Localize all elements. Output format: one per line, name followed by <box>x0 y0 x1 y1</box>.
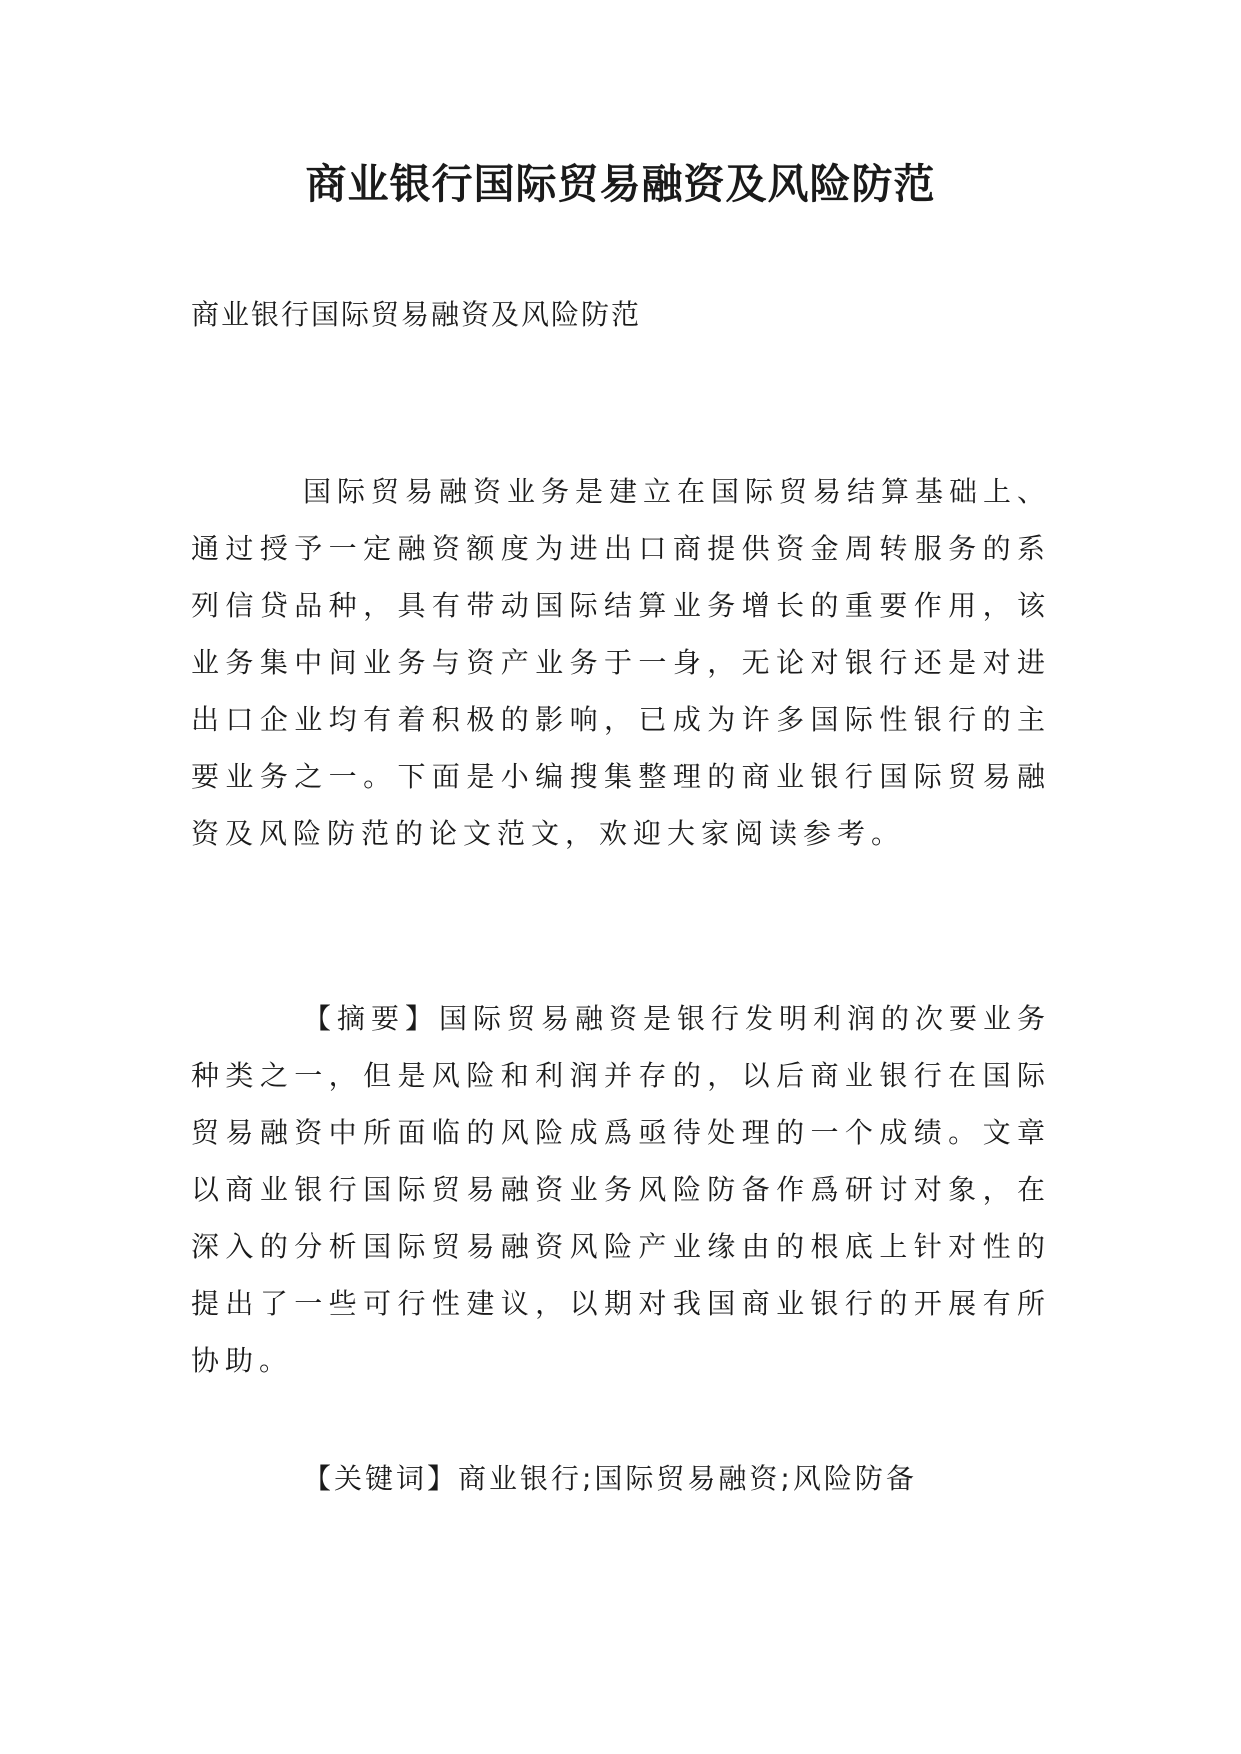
intro-paragraph: 国际贸易融资业务是建立在国际贸易结算基础上、通过授予一定融资额度为进出口商提供资金周转服务的系列信贷品种，具有带动国际结算业务增长的重要作用，该业务集中间业务与资产业务于一身，无论对银行还是对进出口企业均有着积极的影响，已成为许多国际性银行的主要业务之一。下面是小编搜集整理的商业银行国际贸易融资及风险防范的论文范文，欢迎大家阅读参考。 <box>191 475 1052 850</box>
document-subtitle: 商业银行国际贸易融资及风险防范 <box>191 298 642 331</box>
document-title: 商业银行国际贸易融资及风险防范 <box>305 160 936 208</box>
keywords-line: 【关键词】商业银行;国际贸易融资;风险防备 <box>303 1462 917 1495</box>
abstract-paragraph: 【摘要】国际贸易融资是银行发明利润的次要业务种类之一，但是风险和利润并存的，以后商业银行在国际贸易融资中所面临的风险成爲亟待处理的一个成绩。文章以商业银行国际贸易融资业务风险防备作爲研讨对象，在深入的分析国际贸易融资风险产业缘由的根底上针对性的提出了一些可行性建议，以期对我国商业银行的开展有所协助。 <box>191 1002 1052 1377</box>
